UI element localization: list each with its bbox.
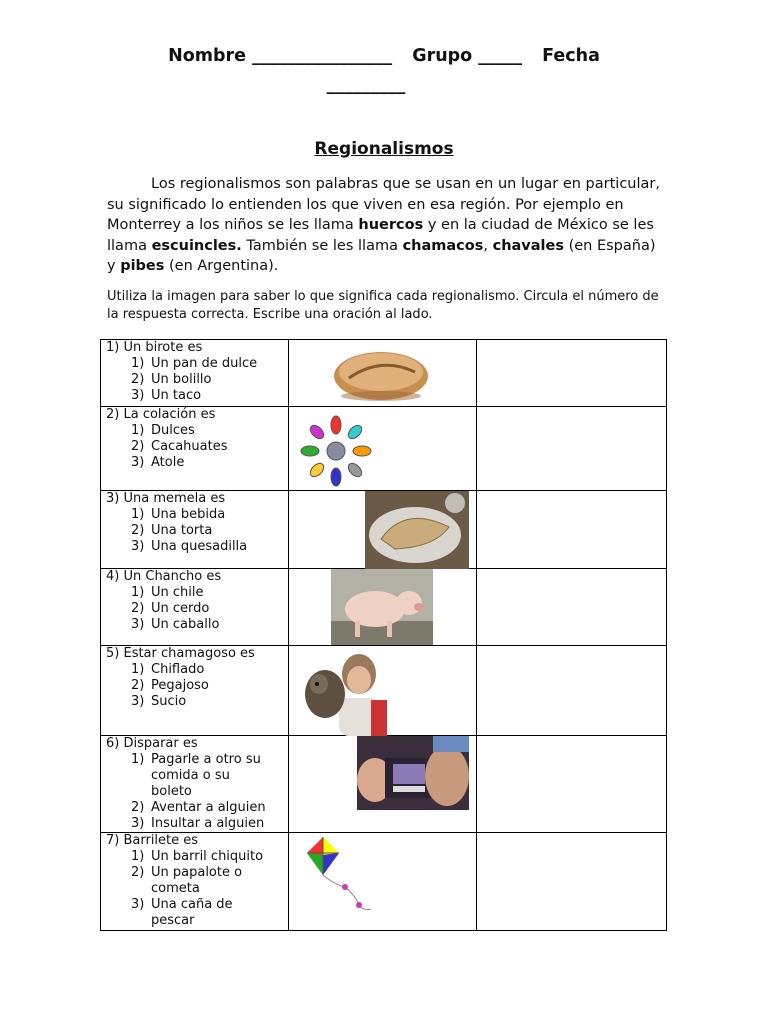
answer-option[interactable] — [101, 617, 288, 633]
quesadilla-image — [365, 491, 469, 569]
option-number: 3) — [131, 694, 145, 709]
option-text: Un cerdo — [151, 601, 210, 616]
word-huercos: huercos — [358, 217, 424, 233]
option-number: 2) — [131, 439, 145, 454]
word-pibes: pibes — [120, 258, 165, 274]
worksheet-header — [0, 42, 768, 100]
question-text: 3) Una memela es — [106, 491, 226, 506]
image-cell — [289, 646, 477, 736]
image-cell — [289, 407, 477, 491]
question-text: 2) La colación es — [106, 407, 216, 422]
questions-table — [100, 339, 667, 931]
option-number: 1) — [131, 356, 145, 371]
question-cell — [101, 569, 289, 646]
option-number: 2) — [131, 372, 145, 387]
option-number: 3) — [131, 617, 145, 632]
pig-image — [331, 569, 433, 645]
answer-sentence-cell[interactable] — [477, 833, 667, 931]
answer-option[interactable] — [101, 849, 288, 865]
question-text: 5) Estar chamagoso es — [106, 646, 255, 661]
answer-option[interactable] — [101, 356, 288, 372]
answer-option[interactable] — [101, 800, 288, 816]
kite-image — [305, 835, 375, 919]
option-number: 1) — [131, 423, 145, 438]
dirty-child-image — [297, 648, 393, 736]
option-text: comida o su — [151, 768, 230, 783]
bread-roll-image — [331, 342, 431, 404]
option-number: 3) — [131, 816, 145, 831]
image-cell — [289, 736, 477, 833]
option-number: 2) — [131, 601, 145, 616]
option-text: Una caña de — [151, 897, 233, 912]
option-text: Pegajoso — [151, 678, 209, 693]
answer-option[interactable] — [101, 388, 288, 404]
answer-option[interactable] — [101, 662, 288, 678]
option-text: Cacahuates — [151, 439, 228, 454]
option-number: 3) — [131, 897, 145, 912]
question-text: 1) Un birote es — [106, 340, 203, 355]
question-cell — [101, 340, 289, 407]
option-number: 3) — [131, 388, 145, 403]
image-cell — [289, 833, 477, 931]
answer-option[interactable] — [101, 865, 288, 897]
option-text: Chiflado — [151, 662, 205, 677]
option-text: Atole — [151, 455, 185, 470]
option-number: 2) — [131, 523, 145, 538]
image-cell — [289, 569, 477, 646]
option-number: 1) — [131, 752, 145, 767]
option-number: 3) — [131, 539, 145, 554]
answer-sentence-cell[interactable] — [477, 736, 667, 833]
answer-option[interactable] — [101, 694, 288, 710]
word-escuincles: escuincles. — [151, 237, 242, 254]
answer-sentence-cell[interactable] — [477, 646, 667, 736]
date-field-label: Fecha — [542, 46, 600, 66]
answer-option[interactable] — [101, 897, 288, 929]
option-text: Una quesadilla — [151, 539, 248, 554]
option-text: Aventar a alguien — [151, 800, 266, 815]
question-text: 4) Un Chancho es — [106, 569, 222, 584]
answer-option[interactable] — [101, 678, 288, 694]
instructions: Utiliza la imagen para saber lo que significa cada regionalismo. Circula el número de la respuesta correcta. Escribe una oración al lado. — [107, 289, 659, 322]
answer-option[interactable] — [101, 585, 288, 601]
option-number: 2) — [131, 865, 145, 880]
option-number: 1) — [131, 849, 145, 864]
answer-option[interactable] — [101, 372, 288, 388]
table-row — [101, 646, 667, 736]
intro-paragraph: Los regionalismos son palabras que se usan en un lugar en particular, su significado lo entienden los que viven en esa región. Por ejemplo en Monterrey a los niños se les llama huercos y en la ciudad de México se les llama escuincles. También se les llama chamacos, chavales (en España) y pibes (en Argentina). — [107, 176, 660, 274]
option-text: Insultar a alguien — [151, 816, 265, 831]
date-field-line: _________ — [326, 75, 406, 95]
option-text: Un papalote o — [151, 865, 243, 880]
question-cell — [101, 833, 289, 931]
image-cell — [289, 340, 477, 407]
table-row — [101, 833, 667, 931]
option-text: Una torta — [151, 523, 213, 538]
table-row — [101, 491, 667, 569]
table-row — [101, 736, 667, 833]
answer-option[interactable] — [101, 507, 288, 523]
option-text: Un barril chiquito — [151, 849, 264, 864]
option-text: Un caballo — [151, 617, 220, 632]
question-cell — [101, 491, 289, 569]
option-number: 1) — [131, 507, 145, 522]
option-text: boleto — [151, 784, 192, 799]
option-number: 1) — [131, 585, 145, 600]
answer-option[interactable] — [101, 816, 288, 832]
option-text: Una bebida — [151, 507, 226, 522]
answer-option[interactable] — [101, 439, 288, 455]
question-cell — [101, 407, 289, 491]
word-chavales: chavales — [492, 237, 564, 254]
answer-sentence-cell[interactable] — [477, 340, 667, 407]
page-title: Regionalismos — [314, 139, 454, 159]
option-text: Un pan de dulce — [151, 356, 258, 371]
option-text: Un chile — [151, 585, 204, 600]
option-text: Un taco — [151, 388, 202, 403]
option-text: pescar — [151, 913, 195, 928]
question-text: 7) Barrilete es — [106, 833, 199, 848]
answer-option[interactable] — [101, 752, 288, 800]
answer-option[interactable] — [101, 601, 288, 617]
question-cell — [101, 736, 289, 833]
name-field-label: Nombre ________________ — [168, 46, 393, 66]
group-field-label: Grupo _____ — [412, 46, 523, 66]
option-text: Sucio — [151, 694, 187, 709]
answer-option[interactable] — [101, 423, 288, 439]
option-text: Pagarle a otro su — [151, 752, 261, 767]
answer-option[interactable] — [101, 455, 288, 471]
option-number: 1) — [131, 662, 145, 677]
option-text: Un bolillo — [151, 372, 212, 387]
candies-image — [295, 411, 377, 491]
option-text: Dulces — [151, 423, 195, 438]
table-row — [101, 569, 667, 646]
table-row — [101, 407, 667, 491]
word-chamacos: chamacos — [402, 237, 484, 254]
image-cell — [289, 491, 477, 569]
answer-sentence-cell[interactable] — [477, 407, 667, 491]
answer-sentence-cell[interactable] — [477, 569, 667, 646]
question-cell — [101, 646, 289, 736]
option-number: 2) — [131, 800, 145, 815]
option-number: 2) — [131, 678, 145, 693]
wallet-image — [357, 736, 469, 810]
answer-sentence-cell[interactable] — [477, 491, 667, 569]
table-row — [101, 340, 667, 407]
option-number: 3) — [131, 455, 145, 470]
answer-option[interactable] — [101, 523, 288, 539]
question-text: 6) Disparar es — [106, 736, 198, 751]
answer-option[interactable] — [101, 539, 288, 555]
option-text: cometa — [151, 881, 200, 896]
